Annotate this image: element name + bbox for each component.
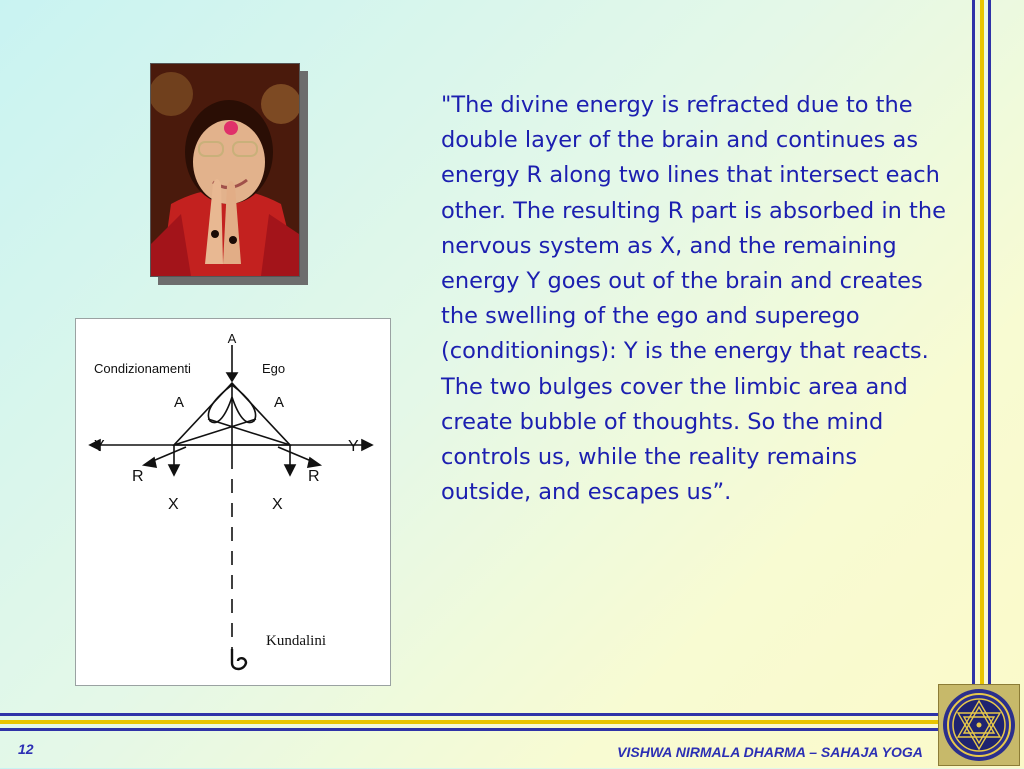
diagram-label-kundalini: Kundalini <box>266 633 326 649</box>
diagram-label-x-right: X <box>272 496 283 513</box>
bottom-border-line-1 <box>0 713 938 716</box>
energy-diagram <box>75 318 391 686</box>
portrait-photo <box>150 63 300 277</box>
diagram-label-r-right: R <box>308 468 320 485</box>
diagram-label-a-right: A <box>274 394 285 411</box>
diagram-label-conditionings: Condizionamenti <box>94 361 191 376</box>
page-number: 12 <box>18 741 34 757</box>
right-border-line-gold <box>980 0 984 712</box>
bottom-border-line-gold <box>0 720 938 724</box>
diagram-label-r-left: R <box>132 468 144 485</box>
portrait-illustration <box>151 64 299 276</box>
energy-diagram-drawing <box>76 319 390 685</box>
footer-title: VISHWA NIRMALA DHARMA – SAHAJA YOGA <box>617 744 923 760</box>
diagram-label-a-top: A <box>227 331 237 346</box>
right-border-line-1 <box>972 0 975 712</box>
diagram-label-y-right: Y <box>348 438 359 455</box>
sri-yantra-drawing <box>939 685 1019 765</box>
diagram-label-ego: Ego <box>262 361 286 376</box>
bottom-border-line-2 <box>0 728 938 731</box>
diagram-label-x-left: X <box>168 496 179 513</box>
sri-yantra-icon <box>938 684 1020 766</box>
diagram-label-a-left: A <box>174 394 185 411</box>
quote-text: "The divine energy is refracted due to the double layer of the brain and continues as energy R along two lines that intersect each other. The resulting R part is absorbed in the nervous system as X, and the remaining energy Y goes out of the brain and creates the swelling of the ego and superego (conditionings): Y is the energy that reacts. The two bulges cover the limbic area and create bubble of thoughts. So the mind controls us, while the reality remains outside, and escapes us”. <box>441 92 946 506</box>
right-border-line-2 <box>988 0 991 712</box>
diagram-label-y-left: Y <box>94 438 105 455</box>
